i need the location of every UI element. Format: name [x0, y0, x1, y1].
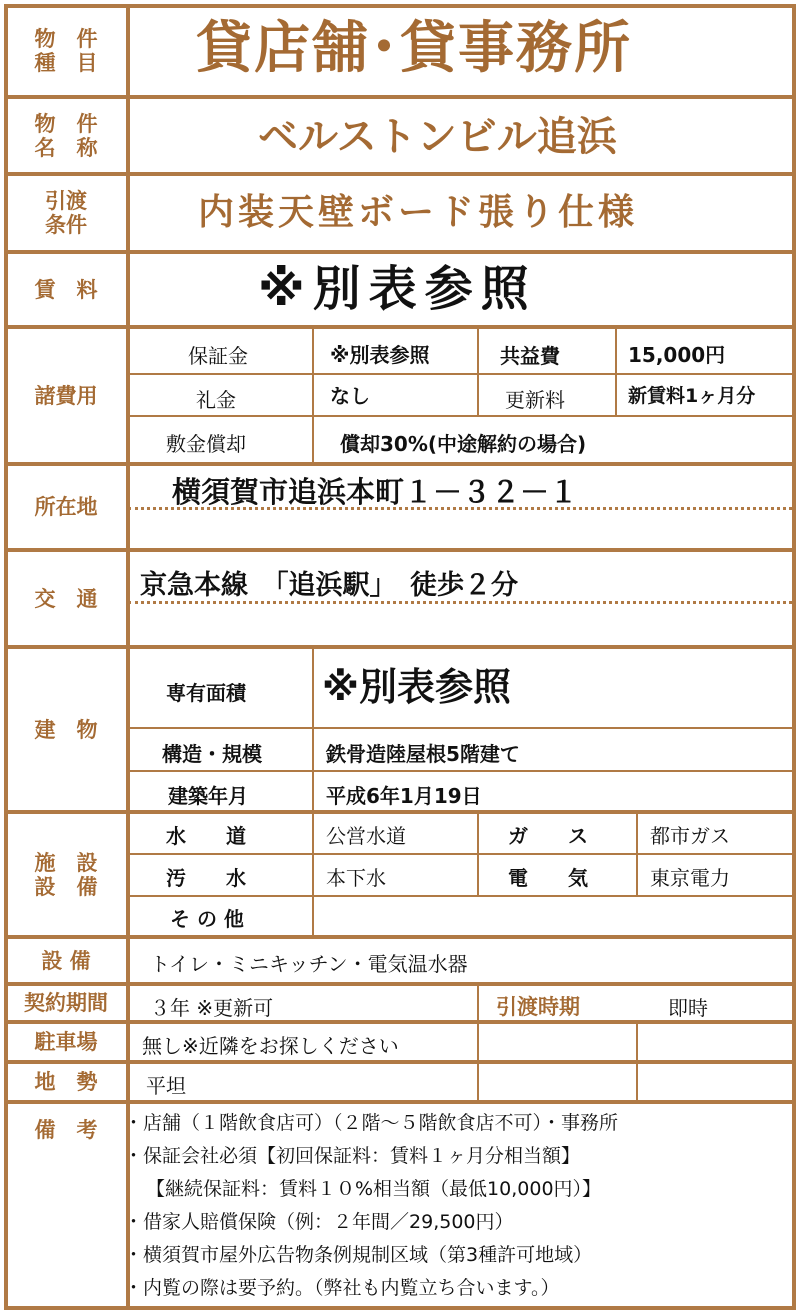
label-building: 建 物 [34, 717, 98, 742]
remarks-line: 【継続保証料：賃料１０%相当額（最低10,000円）】 [146, 1178, 602, 1200]
water-label: 水 道 [166, 824, 246, 848]
handover-time-label: 引渡時期 [496, 995, 580, 1019]
built-date-label: 建築年月 [168, 784, 248, 808]
cell-divider [636, 1022, 638, 1102]
cell-divider [128, 853, 794, 855]
label-contract-period: 契約期間 [24, 991, 108, 1015]
structure-label: 構造・規模 [162, 742, 262, 766]
cell-divider [128, 415, 794, 417]
key-money-value: なし [330, 384, 370, 408]
cell-divider [312, 812, 314, 935]
label-remarks: 備 考 [34, 1118, 98, 1142]
label-transport: 交 通 [34, 586, 98, 611]
label-type: 物 件 種 目 [34, 26, 98, 75]
common-fee-value: 15,000円 [628, 343, 726, 367]
water-value: 公営水道 [326, 824, 406, 848]
remarks-line: ・借家人賠償保険（例：２年間／29,500円） [124, 1211, 514, 1233]
floor-area-label: 専有面積 [166, 681, 246, 705]
frame-bottom [4, 1306, 796, 1310]
rent-value: ※別表参照 [258, 261, 537, 317]
remarks-list [124, 1107, 792, 1305]
cell-divider [128, 373, 794, 375]
terrain-value: 平坦 [146, 1074, 186, 1098]
cell-divider [477, 812, 479, 895]
transport-value: 京急本線 「追浜駅」 徒歩２分 [140, 570, 518, 601]
remarks-line: ・内覧の際は要予約。（弊社も内覧立ち合います。） [124, 1277, 560, 1299]
cell-divider [128, 770, 794, 772]
gas-value: 都市ガス [650, 824, 730, 848]
sewage-value: 本下水 [326, 866, 386, 890]
contract-period-value: ３年 ※更新可 [150, 996, 274, 1020]
cell-divider [615, 327, 617, 415]
cell-divider [312, 647, 314, 810]
frame-right [792, 4, 796, 1310]
remarks-line: ・店舗（１階飲食店可）（２階～５階飲食店不可）・事務所 [124, 1112, 619, 1134]
key-money-label: 礼金 [196, 388, 236, 412]
floor-area-value: ※別表参照 [322, 665, 511, 709]
gas-label: ガ ス [508, 824, 588, 848]
label-fees: 諸費用 [34, 383, 98, 408]
cell-divider [312, 327, 314, 462]
renewal-fee-label: 更新料 [505, 388, 565, 412]
parking-value: 無し※近隣をお探しください [142, 1034, 399, 1058]
label-facilities: 施 設 設 備 [34, 850, 98, 899]
electricity-value: 東京電力 [650, 866, 730, 890]
property-name-value: ベルストンビル追浜 [258, 114, 617, 160]
label-location: 所在地 [34, 495, 98, 519]
handover-time-value: 即時 [668, 996, 708, 1020]
label-parking: 駐車場 [34, 1030, 98, 1054]
deposit-amortization-label: 敷金償却 [166, 432, 246, 456]
sewage-label: 汚 水 [166, 866, 246, 890]
deposit-label: 保証金 [188, 344, 248, 368]
renewal-fee-value: 新賃料1ヶ月分 [628, 385, 756, 407]
property-type-value: 貸店舗･貸事務所 [196, 16, 632, 81]
label-terrain: 地 勢 [34, 1070, 98, 1094]
label-rent: 賃 料 [34, 277, 98, 302]
equipment-value: トイレ・ミニキッチン・電気温水器 [150, 952, 468, 976]
handover-conditions-value: 内装天壁ボード張り仕様 [198, 192, 639, 233]
other-label: そ の 他 [170, 907, 244, 931]
deposit-amortization-value: 償却30%(中途解約の場合) [340, 432, 587, 456]
cell-divider [636, 812, 638, 895]
structure-value: 鉄骨造陸屋根5階建て [326, 742, 520, 766]
electricity-label: 電 気 [508, 866, 588, 890]
deposit-value: ※別表参照 [330, 343, 430, 367]
cell-divider [477, 327, 479, 415]
cell-divider [477, 984, 479, 1102]
label-equipment: 設 備 [41, 948, 91, 973]
label-handover: 引渡 条件 [45, 189, 87, 237]
remarks-line: ・保証会社必須【初回保証料：賃料１ヶ月分相当額】 [124, 1145, 581, 1167]
cell-divider [128, 727, 794, 729]
cell-divider [128, 895, 794, 897]
label-name: 物 件 名 称 [34, 111, 98, 160]
location-value: 横須賀市追浜本町１－３２－１ [172, 475, 579, 509]
remarks-line: ・横須賀市屋外広告物条例規制区域（第3種許可地域） [124, 1244, 593, 1266]
built-date-value: 平成6年1月19日 [326, 784, 482, 808]
common-fee-label: 共益費 [500, 344, 560, 368]
